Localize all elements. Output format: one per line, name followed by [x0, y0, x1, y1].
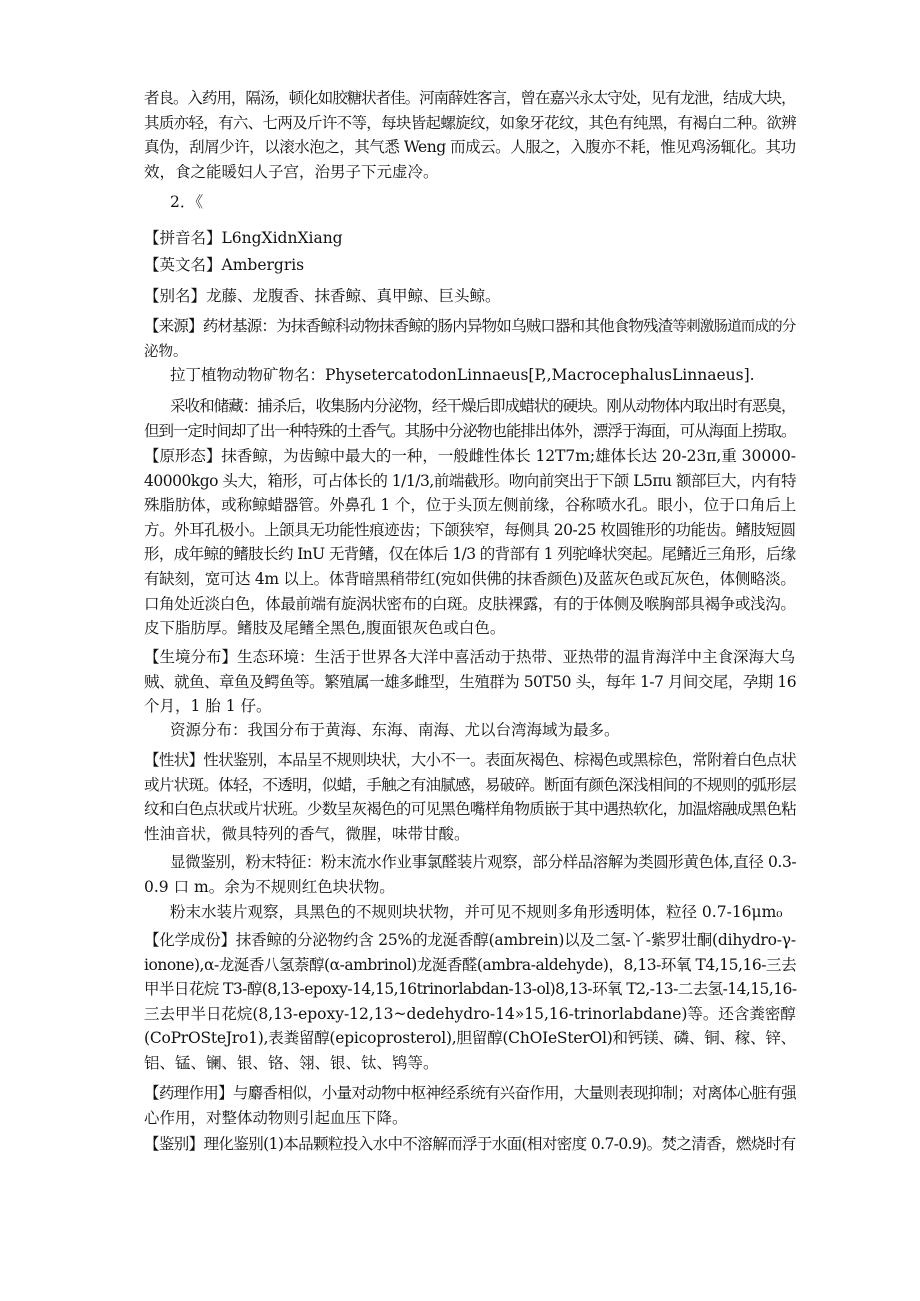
text-line: 铝、锰、镧、银、铬、翎、银、钛、鸨等。: [144, 1053, 439, 1072]
text-line: 【性状】性状鉴别，本品呈不规则块状，大小不一。表面灰褐色、棕褐色或黑棕色，常附着白色点状: [144, 751, 796, 769]
text-line: 【生境分布】生态环境：生活于世界各大洋中喜活动于热带、亚热带的温肯海洋中主食深海大乌: [144, 648, 796, 666]
text-line: 方。外耳孔极小。上颌具无功能性痕迹齿；下颌狭窄，每侧具 20-25 枚圆锥形的功能齿。鳍肢短圆: [144, 520, 796, 539]
latin-name-entry: [144, 363, 794, 388]
text-line: 者良。入药用，隔汤，顿化如胶糖状者佳。河南薛姓客言，曾在嘉兴永太守处，见有龙泄，结成大块，: [144, 89, 796, 107]
water-mount-paragraph: [144, 900, 794, 925]
text-line: 性油音状，微具特列的香气，微腥，味带甘酸。: [144, 824, 470, 843]
latin-name: 拉丁植物动物矿物名：PhysetercatodonLinnaeus[P,,MacrocephalusLinnaeus].: [170, 366, 755, 384]
text-line: 有缺刻，宽可达 4m 以上。体背暗黑稍带红(宛如供佛的抹香颜色)及蓝灰色或瓦灰色，体侧略淡。: [144, 569, 796, 588]
pharmacology-paragraph: [144, 1081, 794, 1130]
text-line: 【化学成份】抹香鲸的分泌物约含 25%的龙涎香醇(ambrein)以及二氢-丫-紫罗壮酮(dihydro-γ-: [144, 931, 796, 949]
resource-paragraph: [144, 718, 794, 743]
heading-number: 2．《: [170, 193, 204, 211]
text-line: 0.9 口 m。余为不规则红色块状物。: [144, 877, 395, 896]
section-heading-number: [144, 190, 794, 215]
text-line: 皮下脂肪厚。鳍肢及尾鳍全黑色,腹面银灰色或白色。: [144, 619, 506, 638]
text-line: 显微鉴别，粉末特征：粉末流水作业事氯醛装片观察，部分样品溶解为类圆形黄色体,直径 0.3-: [170, 853, 797, 871]
alias-entry: [144, 284, 794, 309]
text-line: 真伪，刮屑少许，以滚水泡之，其气悉 Weng 而成云。人服之，入腹亦不耗，惟见鸡汤辄化。其功: [144, 138, 796, 157]
text-line: 采收和储藏：捕杀后，收集肠内分泌物，经干燥后即成蜡状的硬块。刚从动物体内取出时有恶臭，: [170, 397, 796, 415]
morphology-paragraph: [144, 444, 797, 641]
english-entry: [144, 253, 794, 278]
habitat-paragraph: [144, 645, 797, 719]
text-line: 心作用，对整体动物则引起血压下降。: [144, 1108, 408, 1127]
text-line: 甲半日花烷 T3-醇(8,13-epoxy-14,15,16trinorlabdan-13-ol)8,13-环氧 T2,-13-二去氢-14,15,16-: [144, 980, 797, 999]
text-line: 【药理作用】与麝香相似，小量对动物中枢神经系统有兴奋作用，大量则表现抑制；对离体心脏有强: [144, 1084, 796, 1102]
pinyin-name: 【拼音名】L6ngXidnXiang: [144, 229, 343, 247]
pinyin-entry: [144, 226, 794, 251]
text-line: 三去甲半日花烷(8,13-epoxy-12,13~dedehydro-14»15,16-trinorlabdane)等。还含粪密醇: [144, 1004, 796, 1023]
text-line: 纹和白色点状或片状班。少数呈灰褐色的可见黑色嘴样角物质嵌于其中遇热软化，加温熔融成黑色粘: [144, 800, 796, 819]
text-line: 【鉴别】理化鉴别(1)本品颗粒投入水中不溶解而浮于水面(相对密度 0.7-0.9)。焚之清香，燃烧时有: [144, 1135, 796, 1153]
text-line: [144, 314, 794, 340]
intro-paragraph: [144, 86, 794, 184]
source-main: 【来源】药材基源：为抹香鲸科动物抹香鲸的肠内异物如乌贼口器和其他食物残渣: [144, 317, 673, 335]
text-line: 贼、就鱼、章鱼及鳄鱼等。繁殖属一雄多雌型，生殖群为 50T50 头，每年 1-7 月间交尾，孕期 16: [144, 672, 797, 691]
source-tail: 等刺激肠道而成的分: [672, 319, 796, 335]
microscopy-paragraph: [144, 850, 797, 899]
chemistry-paragraph: [144, 928, 797, 1076]
text-line: (CoPrOSteJro1),表粪留醇(epicoprosterol),胆留醇(ChOIeSterOl)和钙镁、磷、铜、稼、锌、: [144, 1029, 796, 1048]
identification-paragraph: [144, 1132, 794, 1157]
alias-text: 【别名】龙藤、龙腹香、抹香鲸、真甲鲸、巨头鲸。: [144, 287, 501, 305]
text-line: 泌物。: [144, 343, 188, 360]
source-entry: [144, 314, 794, 364]
text-line: 粉末水装片观察，具黑色的不规则块状物，并可见不规则多角形透明体，粒径 0.7-16μm₀: [170, 903, 783, 921]
text-line: 但到一定时间却了出一种特殊的土香气。其肠中分泌物也能排出体外，漂浮于海面，可从海面上捞取。: [144, 421, 796, 440]
text-line: 个月，1 胎 1 仔。: [144, 697, 272, 716]
text-line: 40000kgo 头大，箱形，可占体长的 1/1/3,前端截形。吻向前突出于下颌 L5πu 额部巨大，内有特: [144, 471, 796, 490]
text-line: ionone),α-龙涎香八氢萘醇(α-ambrinol)龙涎香醛(ambra-aldehyde)，8,13-环氧 T4,15,16-三去: [144, 955, 797, 974]
text-line: 殊脂肪体，或称鲸蜡器管。外鼻孔 1 个，位于头顶左侧前缘，谷称喷水孔。眼小，位于口角后上: [144, 496, 797, 515]
text-line: 效，食之能暖妇人子宫，治男子下元虚冷。: [144, 162, 439, 181]
text-line: 口角处近淡白色，体最前端有旋涡状密布的白斑。皮肤裸露，有的于体侧及喉胸部具褐争或浅沟。: [144, 594, 796, 613]
text-line: 【原形态】抹香鲸，为齿鲸中最大的一种，一般雌性体长 12T7m;雄体长达 20-23π,重 30000-: [144, 447, 796, 465]
collection-paragraph: [144, 394, 794, 443]
character-paragraph: [144, 748, 794, 846]
text-line: 或片状斑。体轻，不透明，似蜡，手触之有油腻感，易破碎。断面有颜色深浅相间的不规则的弧形层: [144, 775, 796, 794]
text-line: 其质亦轻，有六、七两及斤许不等，每块皆起螺旋纹，如象牙花纹，其色有纯黑，有褐白二种。欲辨: [144, 113, 796, 132]
english-name: 【英文名】Ambergris: [144, 256, 305, 274]
text-line: 资源分布：我国分布于黄海、东海、南海、尤以台湾海域为最多。: [170, 721, 620, 739]
text-line: 形，成年鲸的鳍肢长约 InU 无背鳍，仅在体后 1/3 的背部有 1 列驼峰状突起。尾鳍近三角形，后缘: [144, 545, 796, 564]
